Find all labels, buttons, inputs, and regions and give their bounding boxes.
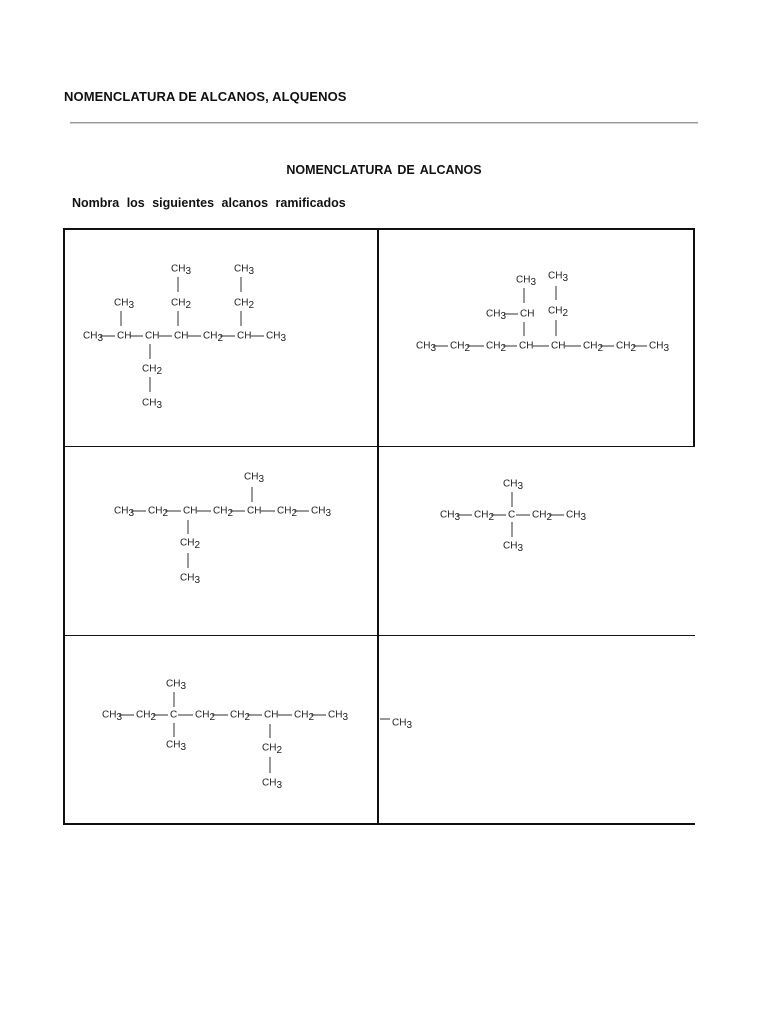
group-ch3: CH3 [166,678,187,692]
group-ch2: CH2 [616,340,637,354]
group-ch3: CH3 [244,471,265,485]
group-ch3: CH3 [83,330,104,344]
group-ch: CH [551,340,566,352]
group-ch2: CH2 [148,505,169,519]
group-ch: CH [264,709,279,721]
group-ch3: CH3 [114,297,135,311]
group-ch3: CH3 [171,263,192,277]
group-ch2: CH2 [486,340,507,354]
group-ch3: CH3 [503,478,524,492]
group-ch3: CH3 [566,509,587,523]
group-ch2: CH2 [180,537,201,551]
group-ch: CH [145,330,160,342]
section-title: NOMENCLATURA DE ALCANOS [286,163,482,177]
group-ch2: CH2 [450,340,471,354]
doc-title: NOMENCLATURA DE ALCANOS, ALQUENOS [64,89,347,104]
group-ch3: CH3 [166,739,187,753]
group-ch: CH [247,505,262,517]
group-ch2: CH2 [583,340,604,354]
group-ch3: CH3 [114,505,135,519]
group-ch3: CH3 [262,777,283,791]
group-ch3: CH3 [328,709,349,723]
group-ch2: CH2 [532,509,553,523]
group-ch3: CH3 [142,397,163,411]
group-ch3: CH3 [440,509,461,523]
group-ch2: CH2 [294,709,315,723]
group-ch2: CH2 [277,505,298,519]
group-ch2: CH2 [171,297,192,311]
group-ch3: CH3 [548,270,569,284]
group-ch2: CH2 [474,509,495,523]
group-c: C [170,709,178,721]
group-ch2: CH2 [142,363,163,377]
group-ch3: CH3 [266,330,287,344]
group-ch3: CH3 [516,274,537,288]
group-ch3: CH3 [102,709,123,723]
group-ch3: CH3 [503,540,524,554]
group-ch3: CH3 [649,340,670,354]
group-ch3: CH3 [486,308,507,322]
group-ch2: CH2 [213,505,234,519]
group-ch3: CH3 [180,572,201,586]
group-ch: CH [174,330,189,342]
group-ch3: CH3 [416,340,437,354]
group-ch2: CH2 [234,297,255,311]
group-ch2: CH2 [195,709,216,723]
group-ch2: CH2 [136,709,157,723]
group-ch2: CH2 [230,709,251,723]
exercise-instruction: Nombra los siguientes alcanos ramificados [72,196,346,210]
group-ch3: CH3 [392,717,413,731]
group-ch: CH [520,308,535,320]
group-ch: CH [117,330,132,342]
group-ch3: CH3 [234,263,255,277]
group-ch2: CH2 [203,330,224,344]
group-c: C [508,509,516,521]
molecule-5 [0,0,420,830]
group-ch3: CH3 [311,505,332,519]
group-ch: CH [519,340,534,352]
group-ch: CH [237,330,252,342]
group-ch2: CH2 [548,305,569,319]
group-ch: CH [183,505,198,517]
group-ch2: CH2 [262,742,283,756]
